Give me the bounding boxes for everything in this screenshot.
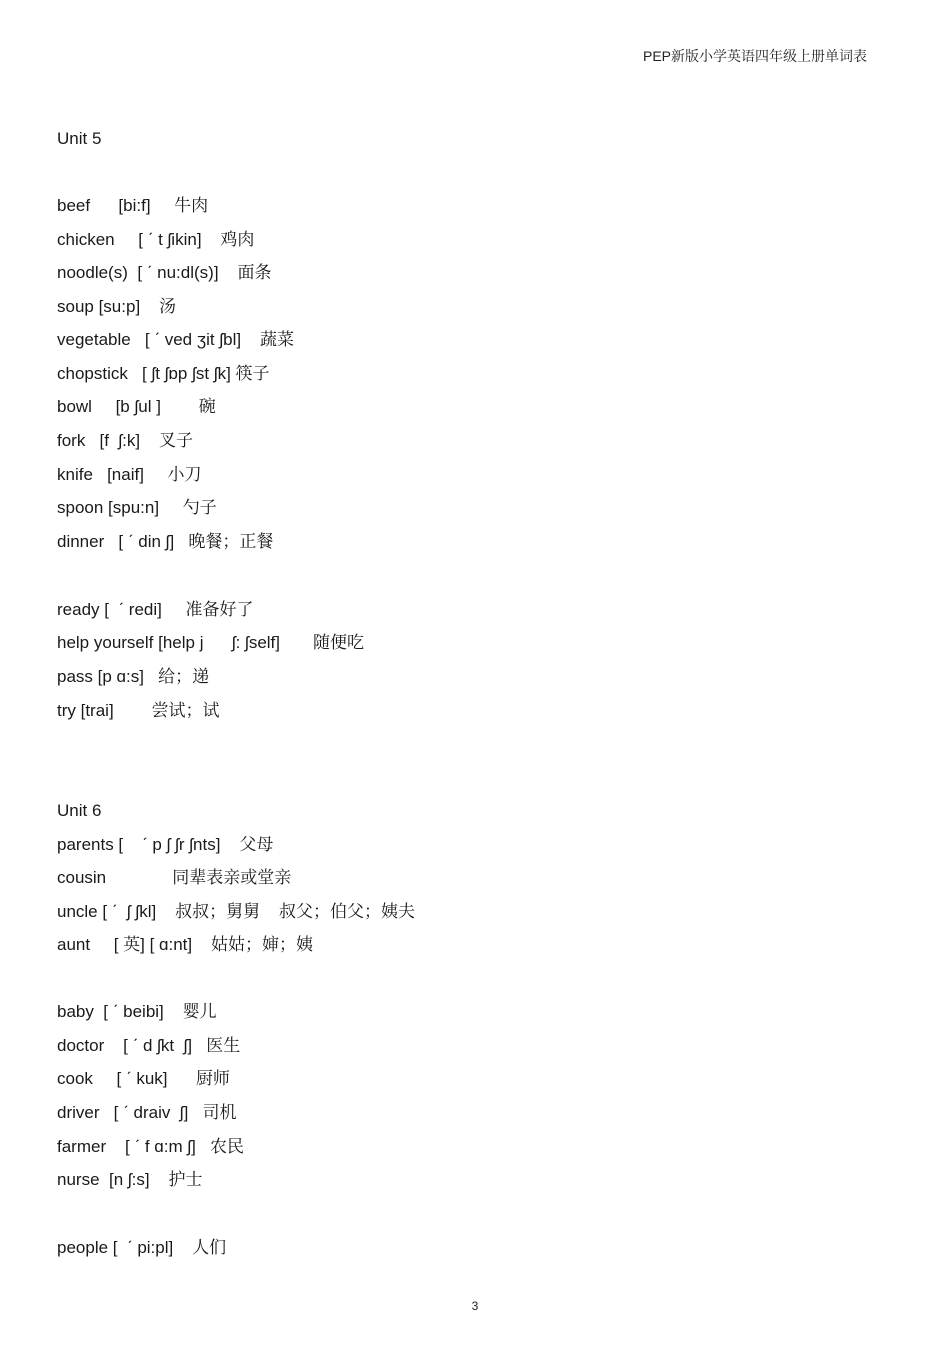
word-entry: people [ ˊ pi:pl] 人们: [57, 1238, 227, 1257]
page-number: 3: [471, 1299, 479, 1313]
word-entry: chicken [ ˊ t ʃikin] 鸡肉: [57, 230, 255, 249]
word-entry: ready [ ˊ redi] 准备好了: [57, 600, 254, 619]
word-entry: uncle [ ˊ ʃ ʃkl] 叔叔；舅舅 叔父；伯父；姨夫: [57, 902, 415, 921]
word-entry: try [trai] 尝试；试: [57, 701, 220, 720]
word-entry: knife [naif] 小刀: [57, 465, 202, 484]
word-entry: noodle(s) [ ˊ nu:dl(s)] 面条: [57, 263, 272, 282]
word-entry: doctor [ ˊ d ʃkt ʃ] 医生: [57, 1036, 241, 1055]
word-entry: cousin 同辈表亲或堂亲: [57, 868, 292, 887]
unit-5-title: Unit 5: [57, 129, 102, 148]
word-entry: driver [ ˊ draiv ʃ] 司机: [57, 1103, 237, 1122]
word-entry: chopstick [ ʃt ʃɒp ʃst ʃk] 筷子: [57, 364, 270, 383]
page-header: PEP新版小学英语四年级上册单词表: [642, 48, 867, 64]
unit-6-title: Unit 6: [57, 801, 102, 820]
word-entry: vegetable [ ˊ ved ʒit ʃbl] 蔬菜: [57, 330, 294, 349]
word-entry: dinner [ ˊ din ʃ] 晚餐；正餐: [57, 532, 274, 551]
word-entry: soup [su:p] 汤: [57, 297, 177, 316]
word-entry: nurse [n ʃ:s] 护士: [57, 1170, 203, 1189]
word-entry: parents [ ˊ p ʃ ʃr ʃnts] 父母: [57, 835, 274, 854]
word-entry: spoon [spu:n] 勺子: [57, 498, 217, 517]
word-entry: baby [ ˊ beibi] 婴儿: [57, 1002, 217, 1021]
word-entry: bowl [b ʃul ] 碗: [57, 397, 216, 416]
word-entry: fork [f ʃ:k] 叉子: [57, 431, 194, 450]
word-entry: farmer [ ˊ f ɑ:m ʃ] 农民: [57, 1137, 245, 1156]
word-entry: pass [p ɑ:s] 给；递: [57, 667, 210, 686]
word-entry: cook [ ˊ kuk] 厨师: [57, 1069, 230, 1088]
word-entry: beef [bi:f] 牛肉: [57, 196, 209, 215]
word-entry: aunt [ 英] [ ɑ:nt] 姑姑；婶；姨: [57, 935, 314, 954]
word-entry: help yourself [help j ʃ: ʃself] 随便吃: [57, 633, 365, 652]
